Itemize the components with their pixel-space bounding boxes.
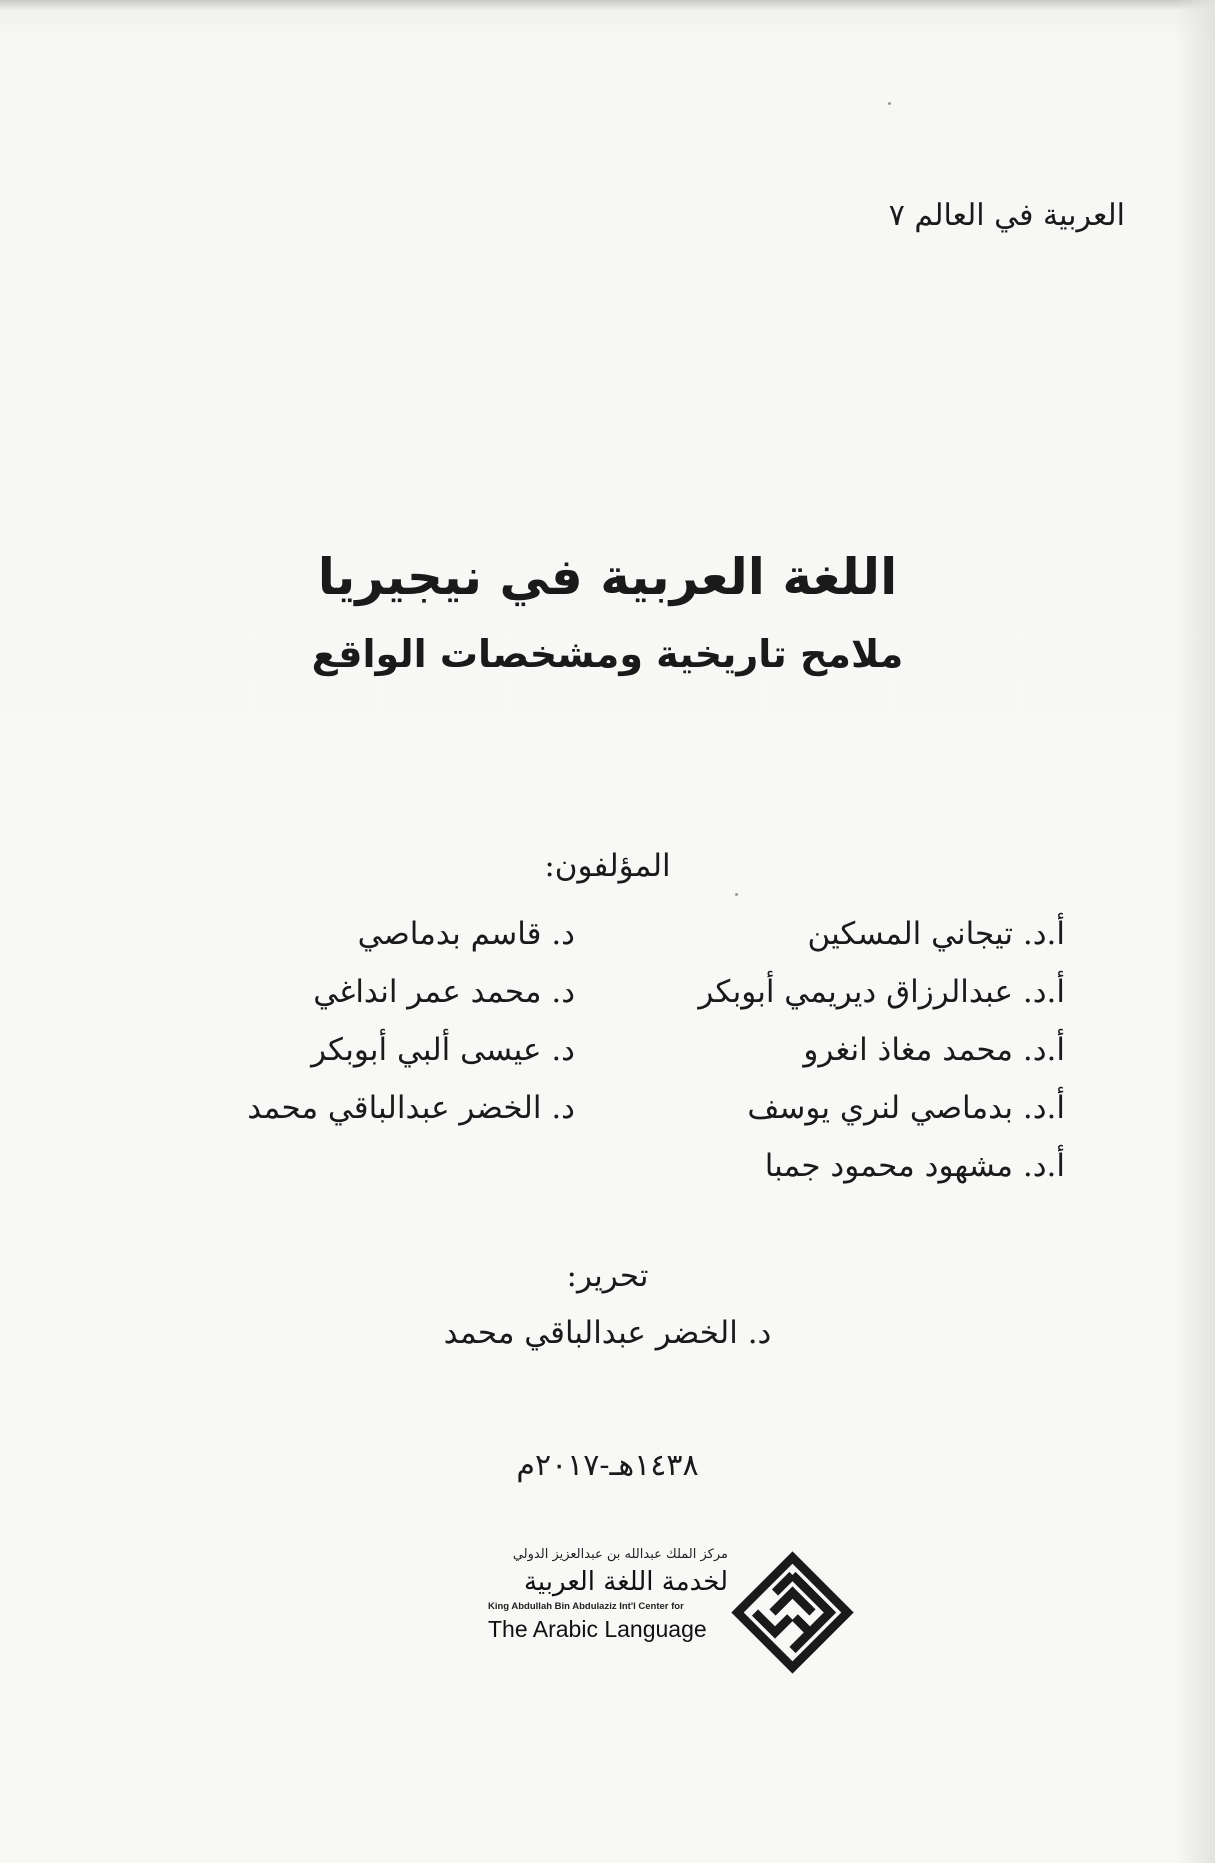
speck (888, 102, 891, 105)
editor-heading: تحرير: (566, 1258, 649, 1294)
authors-heading: المؤلفون: (544, 848, 671, 884)
author-name: أ.د. تيجاني المسكين (807, 916, 1065, 952)
speck (735, 893, 738, 896)
publisher-logo (480, 1545, 880, 1685)
author-name: أ.د. عبدالرزاق ديريمي أبوبكر (698, 974, 1065, 1010)
authors-column-doctors (155, 905, 575, 1137)
publisher-name-arabic: لخدمة اللغة العربية (523, 1567, 728, 1597)
publisher-name-arabic-small: مركز الملك عبدالله بن عبدالعزيز الدولي (512, 1547, 728, 1562)
publisher-name-english-small: King Abdullah Bin Abdulaziz Int'l Center for (488, 1601, 684, 1612)
publisher-name-english: The Arabic Language (488, 1616, 707, 1642)
publisher-name-block (480, 1545, 728, 1643)
kufic-knot-icon (730, 1550, 855, 1675)
author-name: أ.د. بدماصي لنري يوسف (747, 1090, 1065, 1126)
book-subtitle: ملامح تاريخية ومشخصات الواقع (311, 632, 904, 676)
page-right-edge (1175, 0, 1215, 1863)
author-name: أ.د. محمد مغاذ انغرو (803, 1032, 1065, 1068)
author-name: د. قاسم بدماصي (357, 916, 575, 952)
page-top-edge (0, 0, 1215, 10)
author-name: د. الخضر عبدالباقي محمد (247, 1090, 575, 1126)
author-name: أ.د. مشهود محمود جمبا (764, 1148, 1065, 1184)
author-name: د. محمد عمر انداغي (313, 974, 575, 1010)
author-name: د. عيسى ألبي أبوبكر (311, 1032, 575, 1068)
series-label: العربية في العالم ٧ (888, 198, 1125, 233)
editor-name: د. الخضر عبدالباقي محمد (443, 1315, 772, 1351)
book-title: اللغة العربية في نيجيريا (317, 548, 898, 606)
publication-date: ١٤٣٨هـ-٢٠١٧م (516, 1448, 699, 1483)
authors-column-professors (645, 905, 1065, 1195)
